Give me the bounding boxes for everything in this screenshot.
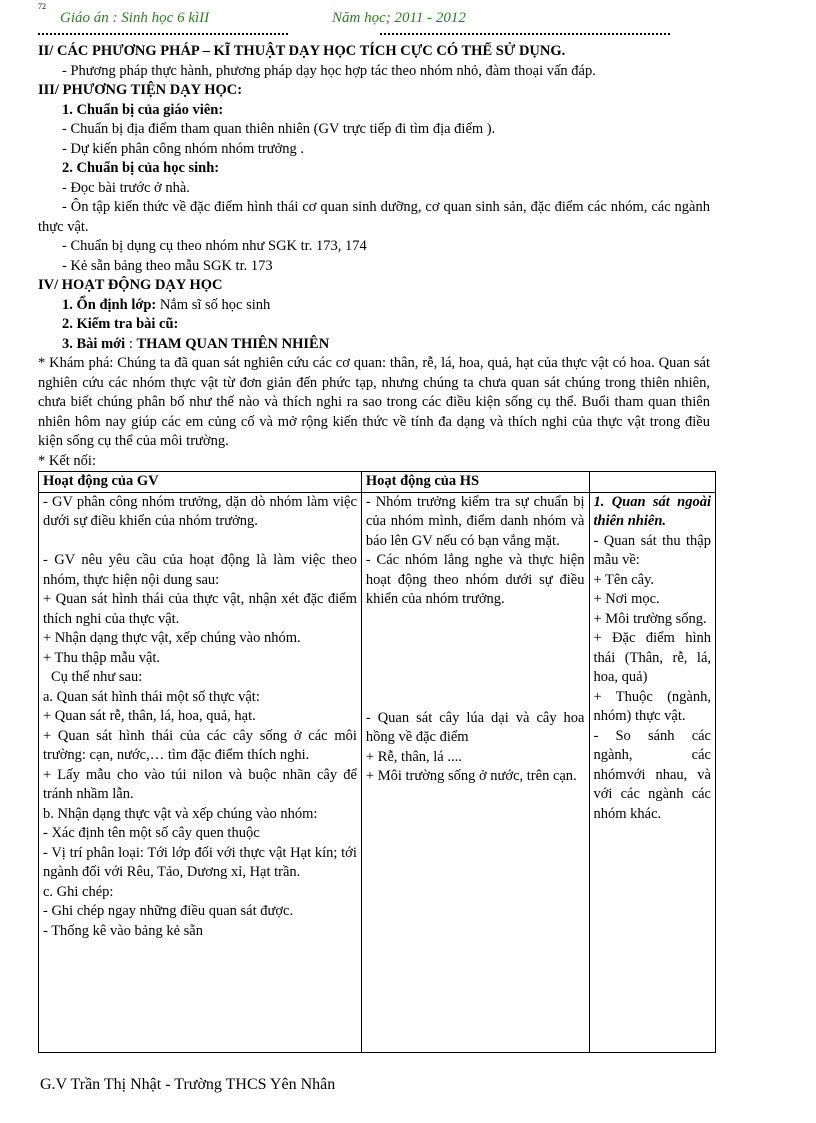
table-row	[39, 492, 716, 1052]
hs-line: - Quan sát cây lúa dại và cây hoa hồng về đặc điểm	[365, 709, 585, 745]
teacher-prep-item: - Chuẩn bị địa điểm tham quan thiên nhiên (GV trực tiếp đi tìm địa điểm ).	[62, 121, 496, 137]
section-2-title: II/ CÁC PHƯƠNG PHÁP – KĨ THUẬT DẠY HỌC TÍCH CỰC CÓ THỂ SỬ DỤNG.	[38, 43, 566, 59]
gv-line: + Lấy mẫu cho vào túi nilon và buộc nhãn cây để tránh nhầm lẫn.	[43, 766, 357, 802]
page-footer: G.V Trần Thị Nhật - Trường THCS Yên Nhân	[40, 1076, 336, 1093]
content-cell	[589, 492, 716, 1052]
gv-line: + Nhận dạng thực vật, xếp chúng vào nhóm.	[43, 630, 301, 646]
content-line: - So sánh các ngành, các nhómvới nhau, và với các ngành các nhóm khác.	[593, 727, 711, 822]
step-1-text: Nắm sĩ số học sinh	[156, 296, 271, 313]
student-prep-item: - Chuẩn bị dụng cụ theo nhóm như SGK tr. 173, 174	[62, 238, 367, 254]
teacher-prep-item: - Dự kiến phân công nhóm nhóm trưởng .	[62, 140, 305, 157]
page-header	[60, 10, 466, 27]
header-divider-right	[380, 30, 670, 35]
header-subject: Giáo án : Sinh học 6 kìII	[60, 10, 210, 26]
content-line: + Môi trường sống.	[593, 610, 707, 627]
gv-line: + Quan sát hình thái của thực vật, nhận xét đặc điểm thích nghi của thực vật.	[43, 591, 357, 627]
hs-line: + Môi trường sống ở nước, trên cạn.	[365, 768, 577, 784]
step-1	[38, 296, 710, 316]
student-prep-item: - Ôn tập kiến thức về đặc điểm hình thái cơ quan sinh dưỡng, cơ quan sinh sản, đặc điểm các nhóm, các ngành thực vật.	[38, 199, 710, 235]
section-3-title: III/ PHƯƠNG TIỆN DẠY HỌC:	[38, 82, 243, 98]
page-number: 72	[38, 2, 46, 11]
activity-table	[38, 471, 716, 1053]
content-title: 1. Quan sát ngoài thiên nhiên.	[593, 493, 711, 529]
step-1-label: 1. Ổn định lớp:	[62, 296, 157, 313]
step-3-label: 3. Bài mới	[62, 335, 126, 352]
kham-pha-paragraph: * Khám phá: Chúng ta đã quan sát nghiên cứu các cơ quan: thân, rễ, lá, hoa, quả, hạt của thực vật có hoa. Quan sát nghiên cứu các nhóm thực vật từ đơn giản đến phức tạp, nhưng chúng ta chưa quan sát chúng trong thiên nhiên, chưa biết chúng phân bố như thế nào và thích nghi ra sao trong các điều kiện sống cụ thể. Buổi tham quan thiên nhiên hôm nay giúp các em củng cố và mở rộng kiến thức về tính đa dạng và thích nghi của thực vật trong điều kiện sống cụ thể của môi trường.	[38, 355, 710, 449]
gv-line: a. Quan sát hình thái một số thực vật:	[43, 688, 260, 705]
hs-line: - Nhóm trưởng kiểm tra sự chuẩn bị của nhóm mình, điểm danh nhóm và báo lên GV nếu có bạn vắng mặt.	[365, 493, 585, 549]
gv-line: - Ghi chép ngay những điều quan sát được.	[43, 903, 294, 919]
gv-activity-cell	[39, 492, 362, 1052]
header-year: Năm học; 2011 - 2012	[332, 10, 466, 26]
header-divider-left	[38, 30, 288, 35]
step-3-sep: :	[125, 335, 137, 352]
section-4-title: IV/ HOẠT ĐỘNG DẠY HỌC	[38, 277, 223, 293]
content-line: + Tên cây.	[593, 571, 655, 588]
gv-line: - GV nêu yêu cầu của hoạt động là làm việc theo nhóm, thực hiện nội dung sau:	[43, 552, 357, 588]
gv-line: + Quan sát hình thái của các cây sống ở các môi trường: cạn, nước,… tìm đặc điểm thích nghi.	[43, 727, 357, 763]
content-line: + Đặc điểm hình thái (Thân, rễ, lá, hoa, quả)	[593, 630, 711, 685]
gv-line: + Quan sát rễ, thân, lá, hoa, quả, hạt.	[43, 708, 256, 724]
step-3	[38, 335, 710, 355]
content-line: - Quan sát thu thập mẫu về:	[593, 532, 711, 568]
document-body	[38, 42, 710, 1053]
gv-line: + Thu thập mẫu vật.	[43, 649, 161, 666]
hs-line: - Các nhóm lắng nghe và thực hiện hoạt động theo nhóm dưới sự điều khiển của nhóm trưởng.	[365, 552, 585, 607]
content-line: + Nơi mọc.	[593, 591, 660, 607]
gv-line: Cụ thể như sau:	[51, 669, 143, 685]
column-header-gv: Hoạt động của GV	[39, 472, 362, 493]
gv-line	[43, 532, 357, 552]
section-2-line: - Phương pháp thực hành, phương pháp dạy học hợp tác theo nhóm nhỏ, đàm thoại vấn đáp.	[62, 62, 596, 79]
student-prep-item: - Kẻ sẵn bảng theo mẫu SGK tr. 173	[62, 257, 273, 274]
step-2: 2. Kiểm tra bài cũ:	[62, 316, 179, 332]
gv-line: - GV phân công nhóm trưởng, dặn dò nhóm làm việc dưới sự điều khiển của nhóm trưởng.	[43, 493, 357, 529]
table-header-row	[39, 472, 716, 493]
hs-activity-cell	[361, 492, 589, 1052]
column-header-content	[589, 472, 716, 493]
column-header-hs: Hoạt động của HS	[361, 472, 589, 493]
teacher-prep-title: 1. Chuẩn bị của giáo viên:	[62, 101, 224, 118]
gv-line: - Xác định tên một số cây quen thuộc	[43, 825, 260, 841]
student-prep-item: - Đọc bài trước ở nhà.	[62, 179, 190, 196]
ket-noi-label: * Kết nối:	[38, 452, 96, 469]
gv-line: b. Nhận dạng thực vật và xếp chúng vào nhóm:	[43, 805, 318, 822]
hs-line: + Rễ, thân, lá ....	[365, 748, 462, 765]
gv-line: c. Ghi chép:	[43, 883, 114, 900]
content-line: + Thuộc (ngành, nhóm) thực vật.	[593, 688, 711, 724]
lesson-title: THAM QUAN THIÊN NHIÊN	[136, 335, 330, 352]
gv-line: - Vị trí phân loại: Tới lớp đối với thực vật Hạt kín; tới ngành đối với Rêu, Tảo, Dương xỉ, Hạt trần.	[43, 844, 357, 880]
gv-line: - Thống kê vào bảng kẻ sẵn	[43, 922, 203, 939]
hs-spacer	[366, 610, 585, 709]
student-prep-title: 2. Chuẩn bị của học sinh:	[62, 160, 220, 176]
